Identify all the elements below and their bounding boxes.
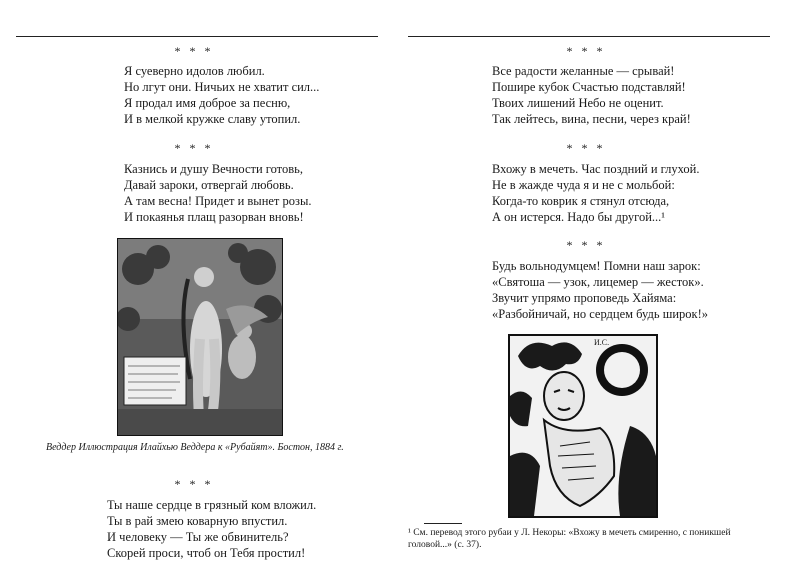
stanza <box>492 161 700 225</box>
poem-line: И человеку — Ты же обвинитель? <box>107 530 289 544</box>
stanza <box>107 497 316 561</box>
poem-line: Так лейтесь, вина, песни, через край! <box>492 112 691 126</box>
stanza <box>492 63 691 127</box>
stanza-separator: * * * <box>174 44 214 58</box>
stanza-separator: * * * <box>566 141 606 155</box>
vedder-illustration <box>117 238 283 436</box>
poem-line: Ты наше сердце в грязный ком вложил. <box>107 498 317 512</box>
poem-line: А он истерся. Надо бы другой...¹ <box>492 210 666 224</box>
poem-line: Казнись и душу Вечности готовь, <box>124 162 303 176</box>
poem-line: А там весна! Придет и вынет розы. <box>124 194 312 208</box>
poem-line: Но лгут они. Ничьих не хватит сил... <box>124 80 320 94</box>
top-rule-left <box>16 36 378 37</box>
poem-line: Звучит упрямо проповедь Хайяма: <box>492 291 677 305</box>
poem-line: «Разбойничай, но сердцем будь широк!» <box>492 307 709 321</box>
poem-line: И в мелкой кружке славу утопил. <box>124 112 301 126</box>
poem-line: Я суеверно идолов любил. <box>124 64 265 78</box>
poem-line: Я продал имя доброе за песню, <box>124 96 291 110</box>
poem-line: Пошире кубок Счастью подставляй! <box>492 80 686 94</box>
woodcut-illustration <box>508 334 658 518</box>
woodcut-monogram: И.С. <box>594 338 610 347</box>
stanza <box>492 258 708 322</box>
poem-line: Твоих лишений Небо не оценит. <box>492 96 664 110</box>
stanza-separator: * * * <box>174 141 214 155</box>
stanza <box>124 161 311 225</box>
top-rule-right <box>408 36 770 37</box>
poem-line: Когда-то коврик я стянул отсюда, <box>492 194 670 208</box>
poem-line: Ты в рай змею коварную впустил. <box>107 514 288 528</box>
poem-line: Все радости желанные — срывай! <box>492 64 675 78</box>
poem-line: И покаянья плащ разорван вновь! <box>124 210 304 224</box>
poem-line: Вхожу в мечеть. Час поздний и глухой. <box>492 162 700 176</box>
stanza-separator: * * * <box>566 44 606 58</box>
stanza-separator: * * * <box>174 477 214 491</box>
poem-line: Скорей проси, чтоб он Тебя простил! <box>107 546 306 560</box>
poem-line: Не в жажде чуда я и не с мольбой: <box>492 178 675 192</box>
poem-line: Будь вольнодумцем! Помни наш зарок: <box>492 259 701 273</box>
illustration-caption: Веддер Иллюстрация Илайхью Веддера к «Рубайят». Бостон, 1884 г. <box>46 442 344 453</box>
stanza <box>124 63 319 127</box>
poem-line: Давай зароки, отвергай любовь. <box>124 178 294 192</box>
footnote-rule <box>424 523 462 524</box>
footnote: ¹ См. перевод этого рубаи у Л. Некоры: «Вхожу в мечеть смиренно, с поникшей головой...» (с. 37). <box>408 528 731 550</box>
poem-line: «Святоша — узок, лицемер — жесток». <box>492 275 704 289</box>
stanza-separator: * * * <box>566 238 606 252</box>
